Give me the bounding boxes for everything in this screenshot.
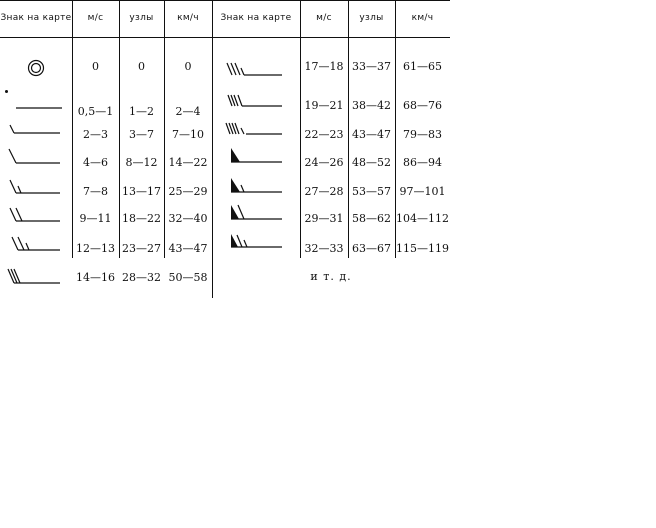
table-cell: 28—32 [122, 271, 161, 284]
table-cell: 38—42 [352, 99, 391, 112]
table-cell: 7—10 [172, 128, 204, 141]
wind-pennant-half-barb-icon [226, 174, 286, 196]
table-cell: 33—37 [352, 60, 391, 73]
wind-two-barb-icon [6, 204, 64, 226]
table-cell: 24—26 [304, 156, 344, 169]
table-cell: 4—6 [83, 156, 108, 169]
table-cell: 58—62 [352, 212, 391, 225]
wind-pennant-icon [226, 144, 286, 166]
table-cell: 48—52 [352, 156, 391, 169]
table-cell: 63—67 [352, 242, 391, 255]
table-cell: 14—16 [76, 271, 115, 284]
header-kmh: км/ч [411, 13, 434, 23]
table-cell: 12—13 [76, 242, 115, 255]
wind-four-barb-icon [224, 90, 286, 112]
wind-half-barb-icon [6, 120, 64, 138]
table-cell: 1—2 [129, 105, 154, 118]
table-cell: 29—31 [304, 212, 344, 225]
table-cell: 22—23 [304, 128, 344, 141]
calm-circle-icon [26, 58, 46, 78]
header-symbol: Знак на карте [220, 13, 292, 23]
table-cell: 2—3 [83, 128, 108, 141]
table-cell: 97—101 [399, 185, 446, 198]
wind-three-and-half-barb-icon [224, 58, 286, 80]
wind-four-and-half-barb-icon [224, 118, 286, 140]
table-cell: 53—57 [352, 185, 391, 198]
header-bottom-rule [0, 37, 450, 38]
table-cell: 17—18 [304, 60, 344, 73]
header-kmh: км/ч [177, 13, 199, 23]
header-symbol: Знак на карте [0, 13, 72, 23]
header-knots: узлы [359, 13, 384, 23]
table-cell: 50—58 [168, 271, 208, 284]
table-cell: 2—4 [175, 105, 201, 118]
table-cell: 3—7 [129, 128, 154, 141]
table-cell: 43—47 [168, 242, 208, 255]
table-cell: 27—28 [304, 185, 344, 198]
table-cell: 0 [138, 60, 145, 73]
table-cell: 0,5—1 [77, 105, 114, 118]
wind-pennant-one-and-half-barb-icon [226, 230, 286, 252]
table-cell: 104—112 [396, 212, 449, 225]
table-cell: 32—33 [304, 242, 344, 255]
print-dot [5, 90, 8, 93]
table-cell: 9—11 [79, 212, 112, 225]
etc-note: и т. д. [310, 270, 352, 283]
column-divider [212, 0, 213, 298]
table-cell: 8—12 [125, 156, 158, 169]
table-cell: 43—47 [352, 128, 391, 141]
table-cell: 14—22 [168, 156, 208, 169]
table-cell: 25—29 [168, 185, 208, 198]
table-cell: 18—22 [122, 212, 161, 225]
wind-two-and-half-barb-icon [6, 233, 64, 255]
table-cell: 0 [184, 60, 192, 73]
table-cell: 115—119 [396, 242, 449, 255]
table-top-rule [0, 0, 450, 1]
wind-one-and-half-barb-icon [6, 176, 64, 198]
wind-shaft-no-barb-icon [10, 100, 66, 114]
header-knots: узлы [129, 13, 154, 23]
header-ms: м/с [87, 13, 104, 23]
table-cell: 86—94 [403, 156, 442, 169]
table-cell: 32—40 [168, 212, 208, 225]
table-cell: 68—76 [403, 99, 442, 112]
table-cell: 7—8 [83, 185, 108, 198]
wind-one-barb-icon [6, 146, 64, 168]
table-cell: 13—17 [122, 185, 161, 198]
table-cell: 0 [92, 60, 99, 73]
header-ms: м/с [316, 13, 332, 23]
table-cell: 61—65 [403, 60, 442, 73]
wind-three-barb-icon [4, 264, 64, 288]
wind-pennant-one-barb-icon [226, 201, 286, 223]
table-cell: 79—83 [403, 128, 442, 141]
table-cell: 23—27 [122, 242, 161, 255]
table-cell: 19—21 [304, 99, 344, 112]
